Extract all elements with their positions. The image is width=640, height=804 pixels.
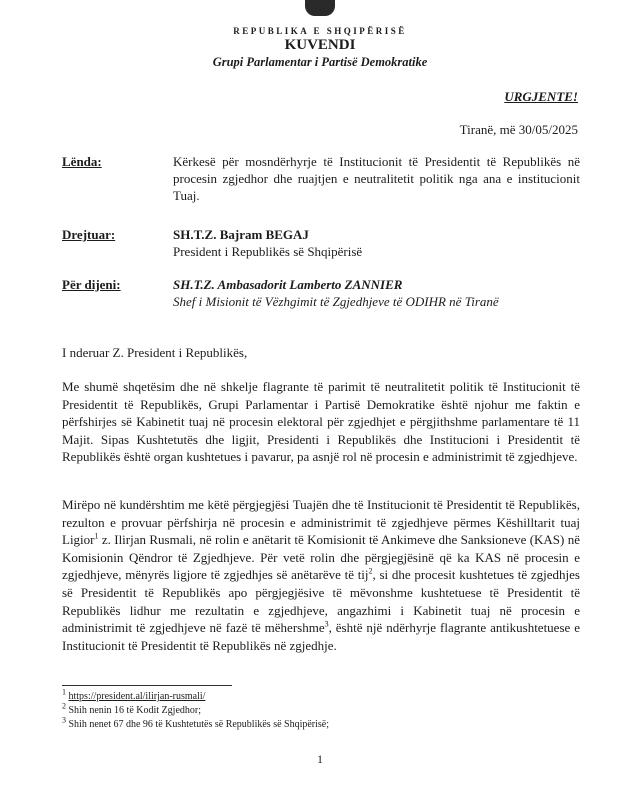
footnote-3-number: 3 [62,715,66,725]
footnote-2 [62,701,201,717]
addressee-label: Drejtuar: [62,227,116,242]
footnote-2-number: 2 [62,701,66,711]
parliamentary-group: Grupi Parlamentar i Partisë Demokratike [212,55,428,69]
state-emblem-icon [305,0,335,16]
cc-title: Shef i Misionit të Vëzhgimit të Zgjedhjeve të ODIHR në Tiranë [173,294,499,309]
urgent-label: URGJENTE! [504,89,578,104]
assembly-title: KUVENDI [284,37,356,53]
letterhead [0,26,640,70]
cc-label: Për dijeni: [62,277,121,292]
cc-name: SH.T.Z. Ambasadorit Lamberto ZANNIER [173,277,403,292]
subject-label: Lënda: [62,154,102,169]
paragraph-1: Me shumë shqetësim dhe në shkelje flagrante të parimit të neutralitetit politik të Institucionit të Presidentit të Republikës, Grupi Parlamentar i Partisë Demokratike është njohur me faktin e përfshirjes së Kabinetit tuaj në procesin elektoral për zgjedhjet e përgjithshme parlamentare të 11 Majit. Sipas Kushtetutës dhe ligjit, Presidenti i Republikës dhe Institucioni i Presidentit të Republikës është organ kushtetues i pavarur, pa asnjë rol në procesin e administrimit të zgjedhjeve. [62,379,580,465]
footnote-3 [62,715,330,731]
footnote-1-link[interactable]: https://president.al/ilirjan-rusmali/ [68,691,206,702]
salutation: I nderuar Z. President i Republikës, [62,345,248,360]
footnote-ref-1: 1 [94,531,99,541]
footnote-1 [62,687,206,703]
date-line: Tiranë, më 30/05/2025 [459,122,578,137]
paragraph-2-part-2: z. Ilirjan Rusmali, në rolin e anëtarit të Komisionit të Ankimeve dhe Sanksioneve (KAS) në Komisionin Qëndror të Zgjedhjeve. Për vetë rolin dhe përgjegjësinë që ka KAS në procesin e zgjedhjeve, mënyrës ligjore të zgjedhjes së anëtarëve të tij [62,532,580,583]
paragraph-2-part-1: Mirëpo në kundërshtim me këtë përgjegjësi Tuajën dhe të Institucionit të Presidentit të Republikës, rezulton e provuar përfshirja në procesin e administrimit të zgjedhjeve përmes Këshilltarit tuaj Ligior [62,497,580,548]
addressee-title: President i Republikës së Shqipërisë [173,244,363,259]
footnote-1-number: 1 [62,687,66,697]
footnote-ref-2: 2 [368,567,373,577]
footnote-divider [62,685,232,686]
paragraph-2-part-3: , si dhe procesit kushtetues të zgjedhjes së Presidentit të Republikës apo përgjegjësive të mëvonshme kushtetuese të Presidentit të Republikës lidhur me rezultatin e zgjedhjeve, angazhimi i Kabinetit tuaj në procesin e administrimit të zgjedhjeve në fazë të mëhershme [62,567,580,636]
republic-title: REPUBLIKA E SHQIPËRISË [233,26,407,36]
paragraph-2 [62,496,580,654]
footnote-2-text: Shih nenin 16 të Kodit Zgjedhor; [68,705,201,716]
subject-text: Kërkesë për mosndërhyrje të Institucionit të Presidentit të Republikës në procesin zgjedhor dhe ruajtjen e neutralitetit politik nga ana e institucionit Tuaj. [173,154,580,203]
footnote-ref-3: 3 [324,619,329,629]
paragraph-2-part-4: , është një ndërhyrje flagrante antikushtetuese e Institucionit të Presidentit të Republikës në zgjedhje. [62,620,580,653]
footnote-3-text: Shih nenet 67 dhe 96 të Kushtetutës së Republikës së Shqipërisë; [68,719,330,730]
addressee-name: SH.T.Z. Bajram BEGAJ [173,227,309,242]
page-number: 1 [317,752,323,766]
